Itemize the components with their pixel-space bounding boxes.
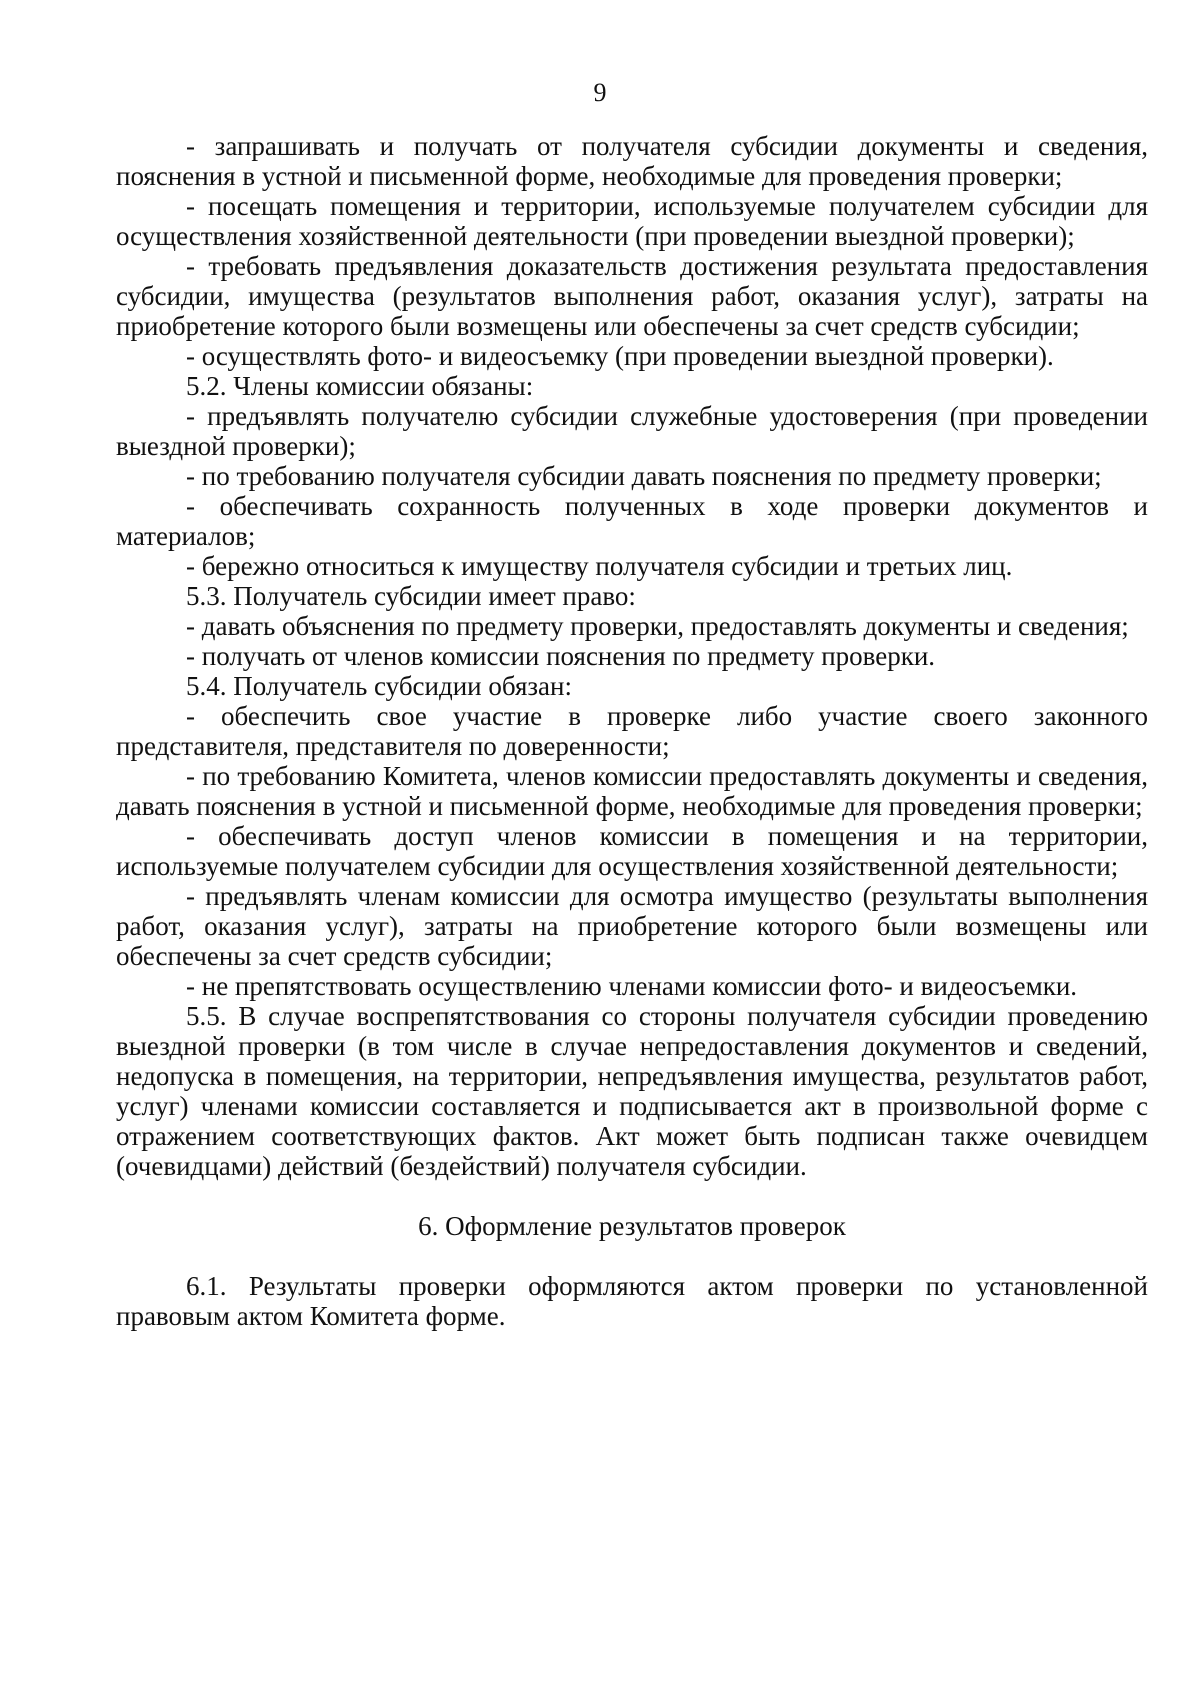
list-item-careful-with-property: - бережно относиться к имуществу получателя субсидии и третьих лиц. bbox=[186, 551, 1013, 581]
clause-5-5: 5.5. В случае воспрепятствования со стороны получателя субсидии проведению выездной проверки (в том числе в случае непредоставления документов и сведений, недопуска в помещения, на территории, непредъявления имущества, результатов работ, услуг) членами комиссии составляется и подписывается акт в произвольной форме с отражением соответствующих фактов. Акт может быть подписан также очевидцем (очевидцами) действий (бездействий) получателя субсидии. bbox=[116, 1001, 1148, 1181]
list-item-ensure-safety: - обеспечивать сохранность полученных в ходе проверки документов и материалов; bbox=[116, 491, 1148, 551]
list-item-give-explanations: - по требованию получателя субсидии давать пояснения по предмету проверки; bbox=[186, 461, 1102, 491]
list-item-present-credentials: - предъявлять получателю субсидии служебные удостоверения (при проведении выездной проверки); bbox=[116, 401, 1148, 461]
list-item-photo-video: - осуществлять фото- и видеосъемку (при проведении выездной проверки). bbox=[186, 341, 1054, 371]
list-item-provide-explanations: - давать объяснения по предмету проверки, предоставлять документы и сведения; bbox=[186, 611, 1129, 641]
list-item-not-obstruct: - не препятствовать осуществлению членами комиссии фото- и видеосъемки. bbox=[186, 971, 1078, 1001]
list-item-present-property: - предъявлять членам комиссии для осмотра имущество (результаты выполнения работ, оказания услуг), затраты на приобретение которого были возмещены или обеспечены за счет средств субсидии; bbox=[116, 881, 1148, 971]
list-item-request-documents: - запрашивать и получать от получателя субсидии документы и сведения, пояснения в устной и письменной форме, необходимые для проведения проверки; bbox=[116, 131, 1148, 191]
list-item-require-evidence: - требовать предъявления доказательств достижения результата предоставления субсидии, имущества (результатов выполнения работ, оказания услуг), затраты на приобретение которого были возмещены или обеспечены за счет средств субсидии; bbox=[116, 251, 1148, 341]
list-item-ensure-access: - обеспечивать доступ членов комиссии в помещения и на территории, используемые получателем субсидии для осуществления хозяйственной деятельности; bbox=[116, 821, 1148, 881]
page-number: 9 bbox=[593, 78, 607, 107]
document-body bbox=[116, 131, 1148, 1331]
clause-5-4: 5.4. Получатель субсидии обязан: bbox=[186, 671, 572, 701]
list-item-visit-premises: - посещать помещения и территории, используемые получателем субсидии для осуществления хозяйственной деятельности (при проведении выездной проверки); bbox=[116, 191, 1148, 251]
clause-5-3: 5.3. Получатель субсидии имеет право: bbox=[186, 581, 636, 611]
list-item-provide-documents: - по требованию Комитета, членов комиссии предоставлять документы и сведения, давать пояснения в устной и письменной форме, необходимые для проведения проверки; bbox=[116, 761, 1148, 821]
list-item-receive-explanations: - получать от членов комиссии пояснения по предмету проверки. bbox=[186, 641, 936, 671]
clause-6-1: 6.1. Результаты проверки оформляются актом проверки по установленной правовым актом Комитета форме. bbox=[116, 1271, 1148, 1331]
list-item-ensure-participation: - обеспечить свое участие в проверке либо участие своего законного представителя, представителя по доверенности; bbox=[116, 701, 1148, 761]
clause-5-2: 5.2. Члены комиссии обязаны: bbox=[186, 371, 534, 401]
section-heading: 6. Оформление результатов проверок bbox=[418, 1211, 846, 1241]
